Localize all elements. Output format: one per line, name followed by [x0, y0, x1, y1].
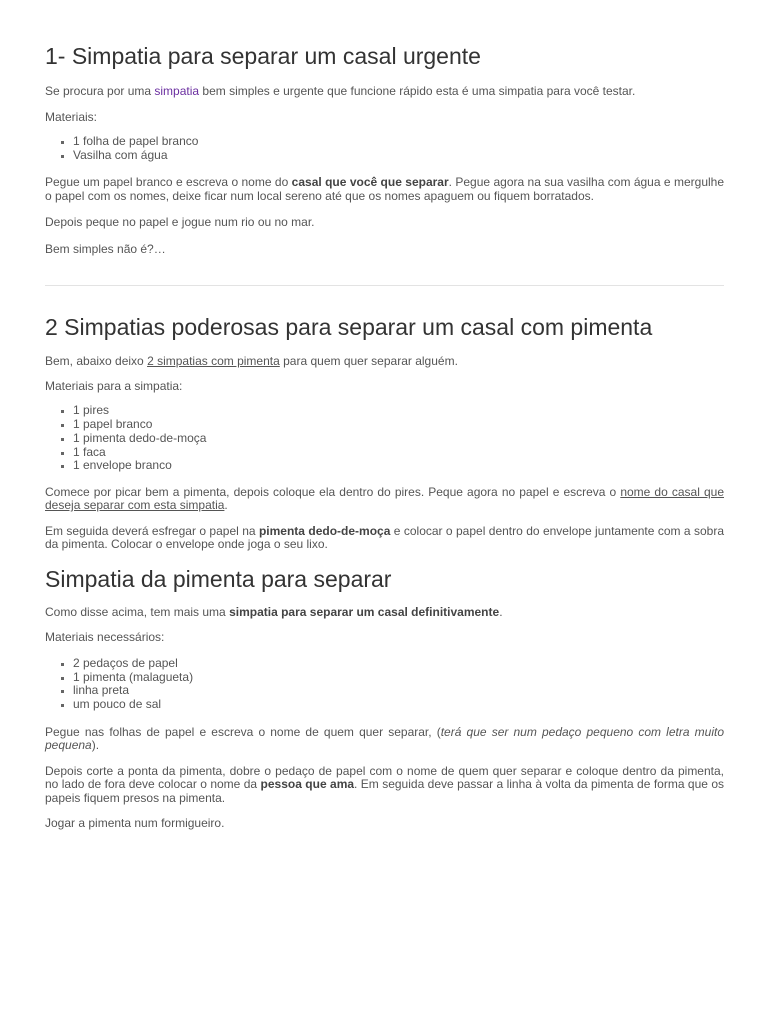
section-3-title: Simpatia da pimenta para separar — [45, 565, 392, 592]
list-item: ▪ 1 faca — [73, 446, 724, 460]
section-2-paragraph-2: Em seguida deverá esfregar o papel na pimenta dedo-de-moça e colocar o papel dentro do envelope juntamente com a sobra da pimenta. Colocar o envelope onde joga o seu lixo. — [45, 523, 724, 552]
list-item: ▪ 2 pedaços de papel — [73, 657, 724, 671]
list-item: ▪ Vasilha com água — [73, 149, 724, 163]
section-1-paragraph-3: Bem simples não é?… — [45, 241, 166, 256]
list-item: ▪ 1 pimenta dedo-de-moça — [73, 432, 724, 446]
list-item: ▪ um pouco de sal — [73, 698, 724, 712]
section-1-materials-label: Materiais: — [45, 109, 98, 124]
section-divider — [45, 285, 724, 286]
section-1-paragraph-2: Depois peque no papel e jogue num rio ou no mar. — [45, 215, 315, 230]
section-3-materials-label: Materiais necessários: — [45, 630, 165, 645]
list-item: ▪ 1 folha de papel branco — [73, 135, 724, 149]
section-1-materials-list — [45, 135, 724, 162]
section-3-paragraph-3: Jogar a pimenta num formigueiro. — [45, 816, 225, 831]
section-1-paragraph-1: Pegue um papel branco e escreva o nome do casal que você que separar. Pegue agora na sua vasilha com água e mergulhe o papel com os nomes, deixe ficar num local sereno até que os nomes apaguem ou fiquem borratados. — [45, 175, 725, 203]
list-item: ▪ 1 papel branco — [73, 418, 724, 432]
section-2-paragraph-1: Comece por picar bem a pimenta, depois coloque ela dentro do pires. Peque agora no papel e escreva o nome do casal que deseja separar com esta simpatia. — [45, 484, 724, 513]
section-2-intro: Bem, abaixo deixo 2 simpatias com pimenta para quem quer separar alguém. — [45, 354, 458, 369]
section-3-paragraph-2: Depois corte a ponta da pimenta, dobre o pedaço de papel com o nome de quem quer separar e coloque dentro da pimenta, no lado de fora deve colocar o nome da pessoa que ama. Em seguida deve passar a linha à volta da pimenta de forma que os papeis fiquem presos na pimenta. — [45, 763, 725, 805]
nome-do-casal-link[interactable]: nome do casal que deseja separar com esta simpatia — [45, 484, 724, 513]
list-item: ▪ 1 pires — [73, 404, 724, 418]
section-3-materials-list — [45, 657, 724, 712]
section-2-materials-list — [45, 404, 724, 473]
section-3-paragraph-1: Pegue nas folhas de papel e escreva o nome de quem quer separar, (terá que ser num pedaço pequeno com letra muito pequena). — [45, 724, 724, 753]
simpatias-pimenta-link[interactable]: 2 simpatias com pimenta — [147, 354, 280, 369]
section-2-materials-label: Materiais para a simpatia: — [45, 378, 183, 393]
simpatia-link[interactable]: simpatia — [154, 84, 200, 98]
list-item: ▪ 1 envelope branco — [73, 459, 724, 473]
section-2-title: 2 Simpatias poderosas para separar um casal com pimenta — [45, 314, 653, 341]
section-1-intro: Se procura por uma simpatia bem simples e urgente que funcione rápido esta é uma simpatia para você testar. — [45, 84, 636, 98]
list-item: ▪ linha preta — [73, 684, 724, 698]
section-3-intro: Como disse acima, tem mais uma simpatia para separar um casal definitivamente. — [45, 604, 503, 619]
list-item: ▪ 1 pimenta (malagueta) — [73, 671, 724, 685]
section-1-title: 1- Simpatia para separar um casal urgente — [45, 43, 481, 69]
